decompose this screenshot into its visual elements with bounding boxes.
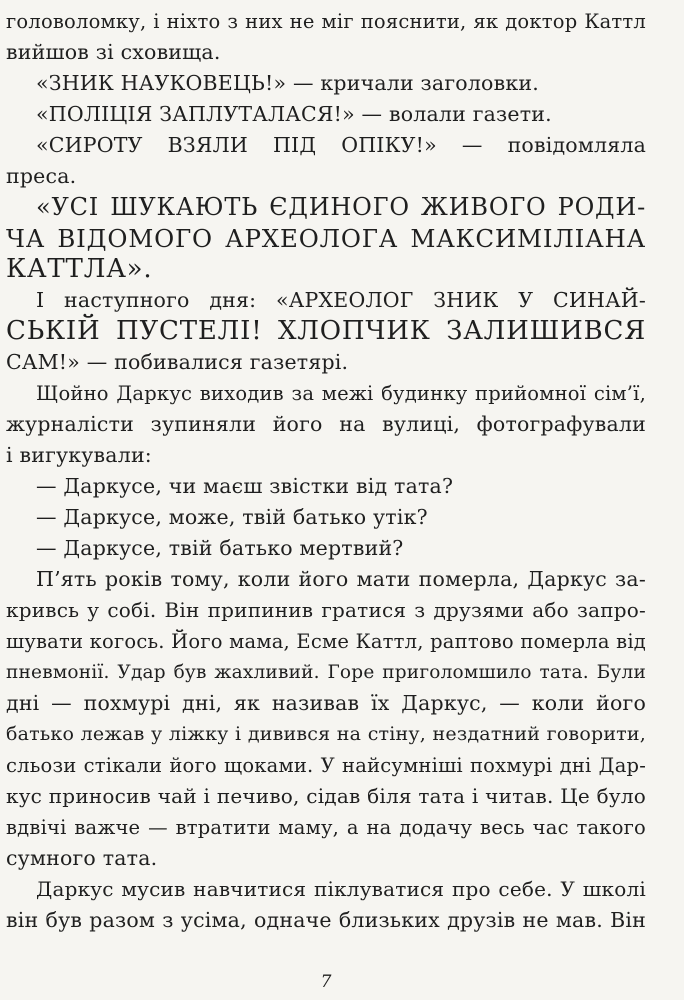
headline-line: КАТТЛА».: [6, 254, 153, 284]
dialogue-line: — Даркусе, твій батько мертвий?: [36, 536, 404, 560]
text-line: дні — похмурі дні, як називав їх Даркус, — коли його: [6, 691, 646, 715]
text-line: вийшов зі сховища.: [6, 40, 221, 64]
text-line: він був разом з усіма, одначе близьких друзів не мав. Він: [6, 908, 646, 932]
text-line: П’ять років тому, коли його мати померла, Даркус за-: [36, 567, 646, 591]
dialogue-line: — Даркусе, чи маєш звістки від тата?: [36, 474, 454, 498]
text-line: пневмонії. Удар був жахливий. Горе приголомшило тата. Були: [6, 662, 646, 683]
dialogue-line: — Даркусе, може, твій батько утік?: [36, 505, 428, 529]
book-page: [6, 6, 646, 936]
text-line: кус приносив чай і печиво, сідав біля тата і читав. Це було: [6, 784, 646, 808]
text-line: Щойно Даркус виходив за межі будинку прийомної сім’ї,: [36, 382, 646, 405]
text-line: батько лежав у ліжку і дивився на стіну, нездатний говорити,: [6, 723, 646, 745]
text-line: сумного тата.: [6, 846, 158, 870]
text-line: сльози стікали його щоками. У найсумніші похмурі дні Дар-: [6, 754, 646, 777]
text-line: кривсь у собі. Він припинив гратися з друзями або запро-: [6, 598, 646, 622]
headline-line: «УСІ ШУКАЮТЬ ЄДИНОГО ЖИВОГО РОДИ-: [36, 193, 646, 221]
text-line: журналісти зупиняли його на вулиці, фотографували: [6, 412, 646, 436]
text-line: вдвічі важче — втратити маму, а на додачу весь час такого: [6, 816, 646, 839]
page-number: 7: [320, 972, 332, 992]
text-line: шувати когось. Його мама, Есме Каттл, раптово померла від: [6, 630, 646, 653]
text-line: головоломку, і ніхто з них не міг пояснити, як доктор Каттл: [6, 10, 646, 33]
headline-line: ЧА ВІДОМОГО АРХЕОЛОГА МАКСИМІЛІАНА: [6, 224, 646, 253]
headline-line: СЬКІЙ ПУСТЕЛІ! ХЛОПЧИК ЗАЛИШИВСЯ: [6, 316, 646, 346]
headline-line: САМ!» — побивалися газетярі.: [6, 350, 349, 374]
text-line: преса.: [6, 164, 77, 188]
text-line: Даркус мусив навчитися піклуватися про себе. У школі: [36, 877, 646, 901]
headline-line: «ПОЛІЦІЯ ЗАПЛУТАЛАСЯ!» — волали газети.: [36, 102, 552, 126]
headline-line: «ЗНИК НАУКОВЕЦЬ!» — кричали заголовки.: [36, 71, 539, 95]
text-line: і вигукували:: [6, 443, 152, 467]
headline-line: І наступного дня: «АРХЕОЛОГ ЗНИК У СИНАЙ-: [36, 288, 646, 312]
headline-line: «СИРОТУ ВЗЯЛИ ПІД ОПІКУ!» — повідомляла: [36, 133, 646, 157]
